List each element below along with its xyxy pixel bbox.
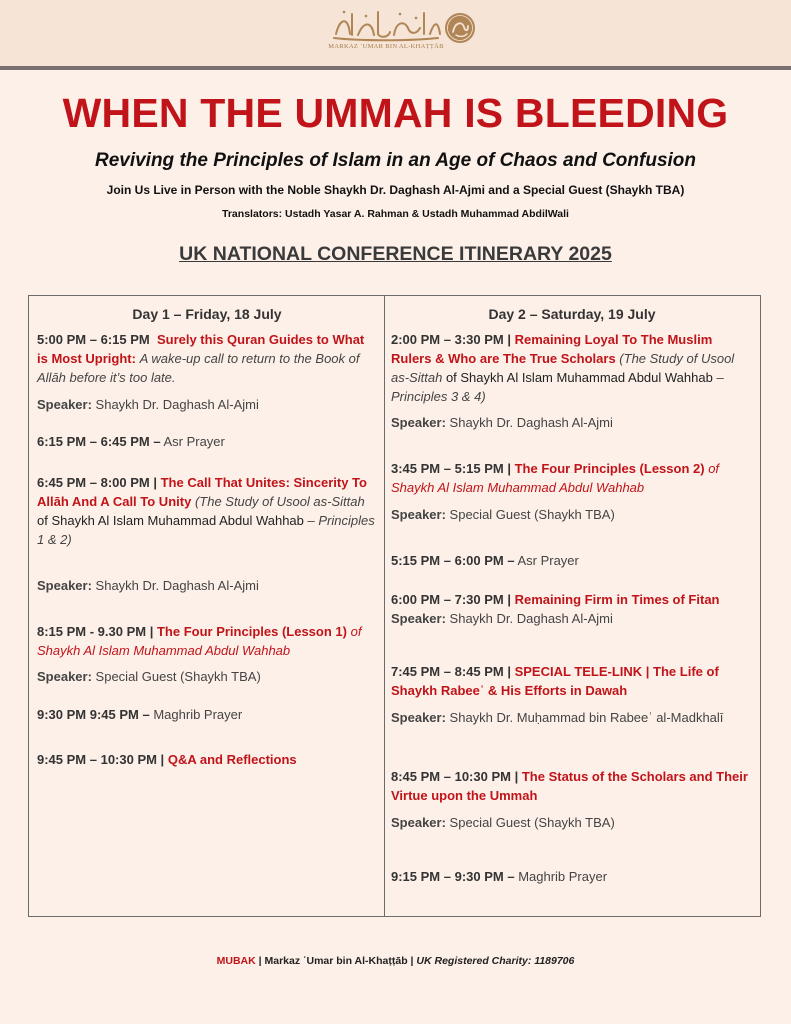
- organization-logo: [328, 8, 478, 56]
- day1-session-3: [37, 473, 377, 549]
- day2-heading: Day 2 – Saturday, 19 July: [488, 306, 656, 322]
- day1-heading: Day 1 – Friday, 18 July: [132, 306, 282, 322]
- session-time: 5:00 PM – 6:15 PM: [37, 332, 150, 347]
- footer-org-acronym: MUBAK: [216, 955, 256, 967]
- page-title: WHEN THE UMMAH IS BLEEDING: [62, 90, 729, 136]
- day2-session-5-speaker: [391, 708, 753, 727]
- session-title: Surely this Quran Guides to What is Most Upright:: [37, 332, 365, 366]
- speaker-label: Speaker:: [391, 507, 446, 522]
- speaker-name: Shaykh Dr. Daghash Al-Ajmi: [449, 415, 613, 430]
- schedule-table: [28, 295, 761, 917]
- session-description: A wake-up call to return to the Book of Allāh before it’s too late.: [37, 351, 360, 385]
- session-scholar: of Shaykh Al Islam Muhammad Abdul Wahhab: [37, 513, 304, 528]
- session-separator: |: [514, 769, 519, 784]
- day1-session-5: [37, 705, 377, 724]
- speaker-name: Special Guest (Shaykh TBA): [95, 669, 261, 684]
- session-title: Q&A and Reflections: [167, 752, 297, 767]
- circular-seal-icon: [444, 12, 476, 44]
- speaker-label: Speaker:: [391, 415, 446, 430]
- day2-session-1-speaker: [391, 413, 753, 432]
- session-text: Asr Prayer: [517, 553, 579, 568]
- day1-session-4-speaker: [37, 667, 377, 686]
- session-description: of Shaykh Al Islam Muhammad Abdul Wahhab: [391, 461, 720, 495]
- day2-session-6-speaker: [391, 813, 753, 832]
- footer-org-name: Markaz ʿUmar bin Al-Khaṭṭāb: [264, 955, 408, 967]
- session-time: 7:45 PM – 8:45 PM |: [391, 664, 511, 679]
- session-time: 6:15 PM – 6:45 PM –: [37, 434, 161, 449]
- day1-session-2: [37, 432, 377, 451]
- page-subtitle: Reviving the Principles of Islam in an Age of Chaos and Confusion: [94, 150, 697, 171]
- session-title: The Call That Unites: Sincerity To Allāh And A Call To Unity: [37, 475, 367, 509]
- session-title: SPECIAL TELE-LINK | The Life of Shaykh Rabeeʿ & His Efforts in Dawah: [391, 664, 719, 698]
- speaker-label: Speaker:: [37, 397, 92, 412]
- speaker-name: Special Guest (Shaykh TBA): [449, 815, 615, 830]
- day2-session-1: [391, 330, 753, 406]
- speaker-label: Speaker:: [37, 669, 92, 684]
- session-time: 6:45 PM – 8:00 PM: [37, 475, 150, 490]
- session-time: 9:15 PM – 9:30 PM –: [391, 869, 515, 884]
- session-time: 6:00 PM – 7:30 PM |: [391, 592, 511, 607]
- session-description: of Shaykh Al Islam Muhammad Abdul Wahhab: [37, 624, 362, 658]
- session-time: 3:45 PM – 5:15 PM |: [391, 461, 511, 476]
- session-description: (The Study of Usool as-Sittah: [194, 494, 365, 509]
- day1-session-4: [37, 622, 377, 660]
- day1-session-3-speaker: [37, 576, 377, 595]
- day2-session-7: [391, 867, 753, 886]
- footer: [0, 955, 791, 967]
- session-title: Remaining Loyal To The Muslim Rulers & Who are The True Scholars: [391, 332, 713, 366]
- session-title: The Four Principles (Lesson 2): [514, 461, 705, 476]
- session-separator: |: [153, 475, 157, 490]
- column-divider: [384, 296, 385, 916]
- speaker-label: Speaker:: [391, 815, 446, 830]
- day2-session-3: [391, 551, 753, 570]
- header-banner: [0, 0, 791, 70]
- session-time: 8:15 PM - 9.30 PM |: [37, 624, 154, 639]
- day2-session-4-speaker: [391, 609, 753, 628]
- session-time: 2:00 PM – 3:30 PM |: [391, 332, 511, 347]
- footer-separator-2: |: [407, 955, 417, 967]
- day1-session-6: [37, 750, 377, 769]
- session-title: Remaining Firm in Times of Fitan: [514, 592, 720, 607]
- speaker-name: Shaykh Dr. Daghash Al-Ajmi: [95, 397, 259, 412]
- session-time: 9:30 PM 9:45 PM –: [37, 707, 150, 722]
- speaker-label: Speaker:: [37, 578, 92, 593]
- join-announcement: Join Us Live in Person with the Noble Shaykh Dr. Daghash Al-Ajmi and a Special Guest (Shaykh TBA): [106, 183, 685, 197]
- session-scholar: of Shaykh Al Islam Muhammad Abdul Wahhab: [445, 370, 713, 385]
- day2-session-2: [391, 459, 753, 497]
- session-time: 5:15 PM – 6:00 PM –: [391, 553, 515, 568]
- speaker-name: Shaykh Dr. Muḥammad bin Rabeeʿ al-Madkhalī: [449, 710, 724, 725]
- day1-session-1-speaker: [37, 395, 377, 414]
- day2-session-2-speaker: [391, 505, 753, 524]
- session-title: The Four Principles (Lesson 1): [156, 624, 347, 639]
- day2-session-5: [391, 662, 753, 700]
- session-time: 9:45 PM – 10:30 PM |: [37, 752, 165, 767]
- speaker-label: Speaker:: [391, 710, 446, 725]
- speaker-name: Special Guest (Shaykh TBA): [449, 507, 615, 522]
- speaker-label: Speaker:: [391, 611, 446, 626]
- day1-session-1: [37, 330, 377, 387]
- session-description: (The Study of Usool as-Sittah: [391, 351, 735, 385]
- session-description-2: – Principles 1 & 2): [37, 513, 375, 547]
- session-text: Asr Prayer: [163, 434, 225, 449]
- day2-session-4: [391, 590, 753, 609]
- speaker-name: Shaykh Dr. Daghash Al-Ajmi: [95, 578, 259, 593]
- speaker-name: Shaykh Dr. Daghash Al-Ajmi: [449, 611, 613, 626]
- session-text: Maghrib Prayer: [518, 869, 608, 884]
- day2-session-6: [391, 767, 753, 805]
- session-title: The Status of the Scholars and Their Virtue upon the Ummah: [391, 769, 748, 803]
- session-time: 8:45 PM – 10:30 PM: [391, 769, 511, 784]
- logo-subtitle: MARKAZ ʿUMAR BIN AL-KHAṬṬĀB: [328, 43, 444, 50]
- footer-separator: |: [255, 955, 265, 967]
- footer-charity-number: UK Registered Charity: 1189706: [416, 955, 575, 967]
- translators-line: Translators: Ustadh Yasar A. Rahman & Ustadh Muhammad AbdilWali: [222, 208, 569, 220]
- session-text: Maghrib Prayer: [153, 707, 243, 722]
- itinerary-heading: UK NATIONAL CONFERENCE ITINERARY 2025: [179, 243, 612, 265]
- session-description-2: – Principles 3 & 4): [391, 370, 724, 404]
- arabic-calligraphy-logo-icon: [330, 8, 442, 42]
